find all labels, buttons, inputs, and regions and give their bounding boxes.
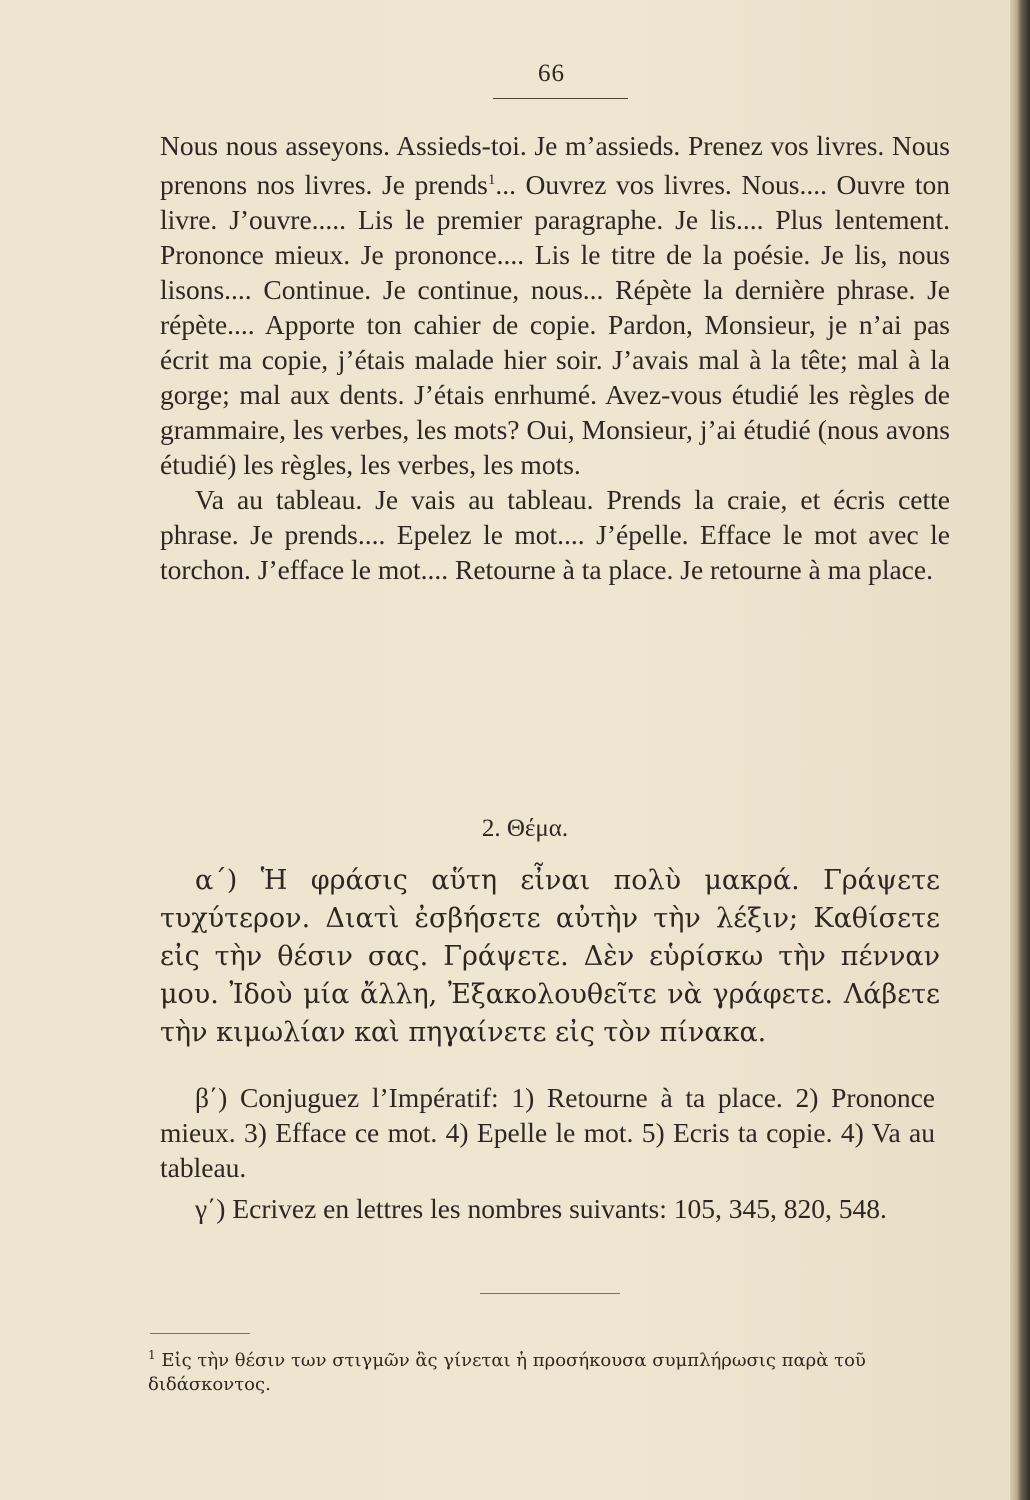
footnote-text: Εἰς τὴν θέσιν των στιγμῶν ἂς γίνεται ἡ προσήκουσα συμπλήρωσις παρὰ τοῦ διδάσκοντος. <box>148 1350 866 1395</box>
section-divider <box>480 1293 620 1294</box>
paragraph-1-start: Nous nous asseyons. Assieds-toi. Je m’assieds. Prenez vos livres. Nous prenons nos livres. Je prends <box>160 130 950 201</box>
main-text <box>160 128 950 587</box>
paragraph-2: Va au tableau. Je vais au tableau. Prends la craie, et écris cette phrase. Je prends.... Epelez le mot.... J’épelle. Efface le mot avec le torchon. J’efface le mot.... Retourne à ta place. Je retourne à ma place. <box>160 484 950 586</box>
section-heading: 2. Θέμα. <box>481 815 569 842</box>
greek-exercise-text: α΄) Ἡ φράσις αὕτη εἶναι πολὺ μακρά. Γράψετε τυχύτερον. Διατὶ ἐσβήσετε αὐτὴν τὴν λέξιν; Καθίσετε εἰς τὴν θέσιν σας. Γράψετε. Δὲν εὑρίσκω τὴν πένναν μου. Ἰδοὺ μία ἄλλη, Ἐξακολουθεῖτε νὰ γράφετε. Λάβετε τὴν κιμωλίαν καὶ πηγαίνετε εἰς τὸν πίνακα. <box>160 865 940 1048</box>
header-rule <box>493 98 628 99</box>
footnote-marker: 1 <box>148 1348 156 1362</box>
exercise-gamma: γ΄) Ecrivez en lettres les nombres suivants: 105, 345, 820, 548. <box>195 1193 887 1224</box>
exercise-list <box>160 1080 935 1232</box>
page-number: 66 <box>538 60 565 87</box>
paragraph-1 <box>160 128 950 482</box>
page-edge <box>1010 0 1030 1500</box>
footnote-rule <box>150 1333 250 1334</box>
paragraph-1-rest: ... Ouvrez vos livres. Nous.... Ouvre ton livre. J’ouvre..... Lis le premier paragraphe. Je lis.... Plus lentement. Prononce mieux. Je prononce.... Lis le titre de la poésie. Je lis, nous lisons.... Continue. Je continue, nous... Répète la dernière phrase. Je répète.... Apporte ton cahier de copie. Pardon, Monsieur, je n’ai pas écrit ma copie, j’étais malade hier soir. J’avais mal à la tête; mal à la gorge; mal aux dents. J’étais enrhumé. Avez-vous étudié les règles de grammaire, les verbes, les mots? Oui, Monsieur, j’ai étudié (nous avons étudié) les règles, les verbes, les mots. <box>160 169 950 481</box>
exercise-beta: β΄) Conjuguez l’Impératif: 1) Retourne à ta place. 2) Prononce mieux. 3) Efface ce mot. 4) Epelle le mot. 5) Ecris ta copie. 4) Va au tableau. <box>160 1082 935 1183</box>
footnote-reference: 1 <box>487 172 496 188</box>
footnote <box>148 1343 948 1397</box>
greek-exercise <box>160 862 940 1052</box>
